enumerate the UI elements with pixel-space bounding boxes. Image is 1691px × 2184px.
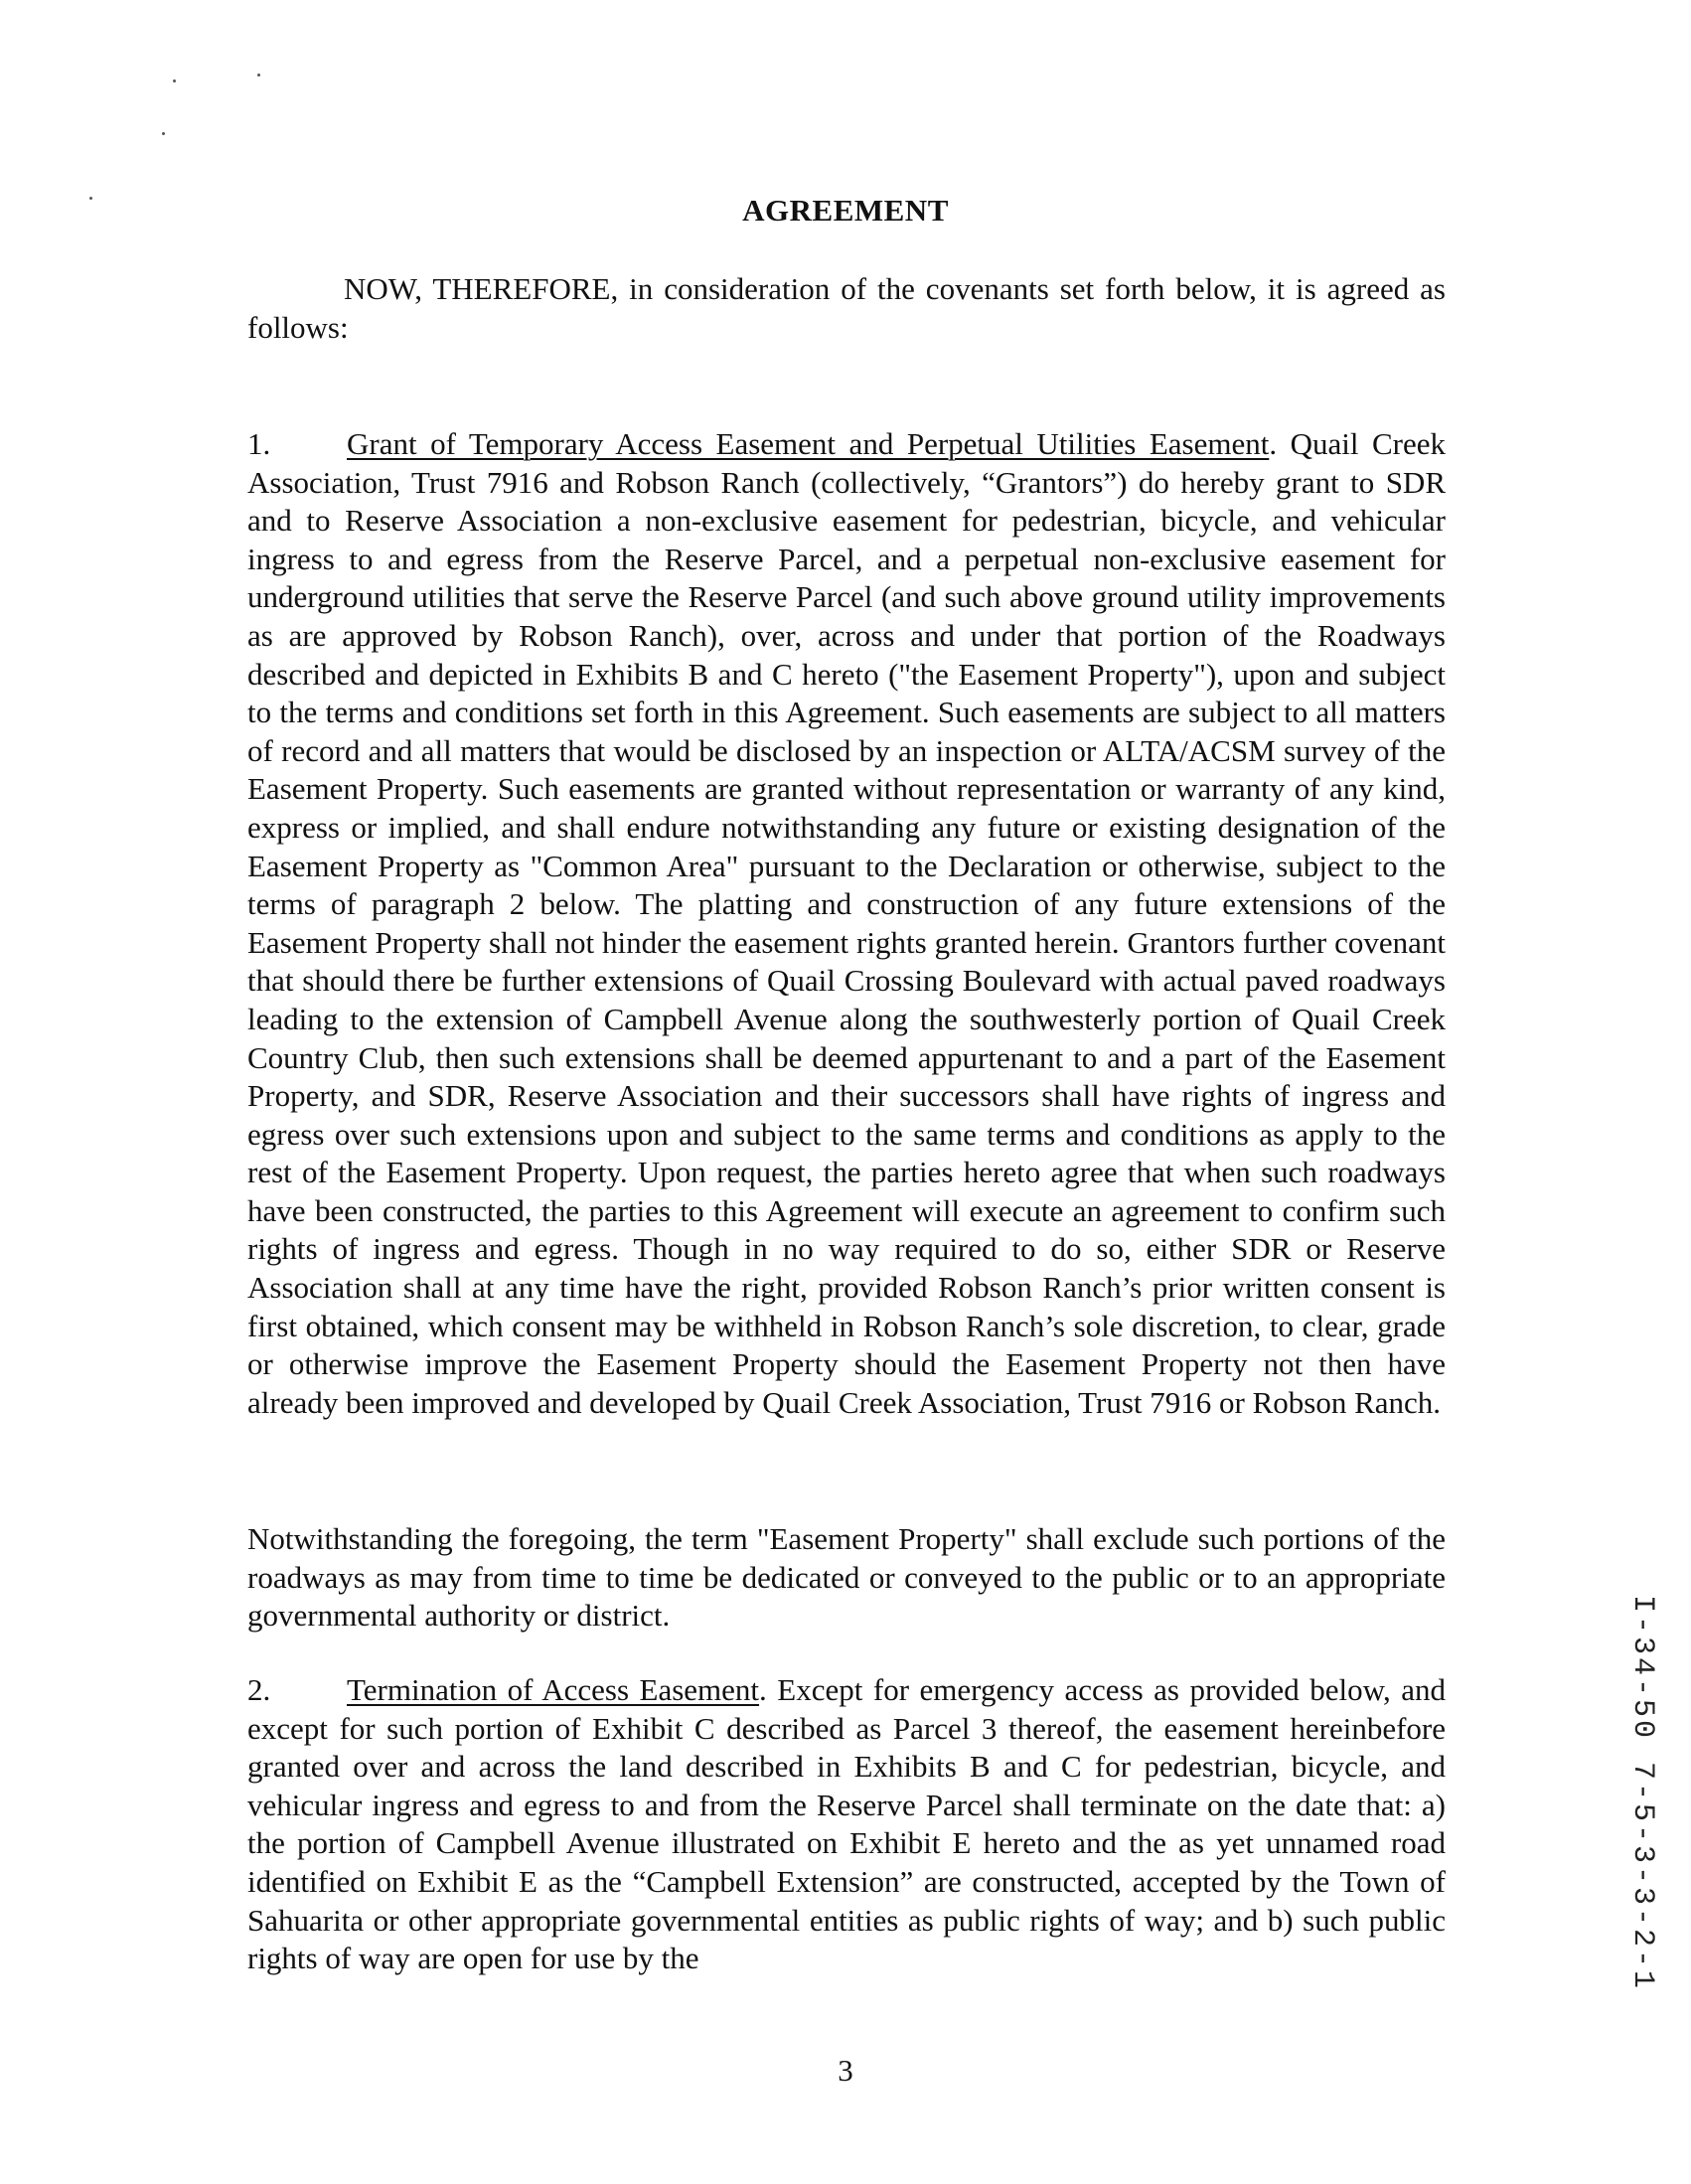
page-number: 3 [838, 2053, 853, 2088]
section-1-heading: Grant of Temporary Access Easement and Perpetual Utilities Easement [347, 426, 1270, 461]
section-1-paragraph [247, 425, 1446, 1422]
section-2-heading-end: . [759, 1672, 767, 1707]
section-1-heading-end: . [1269, 426, 1278, 461]
recording-stamp: I-34-50 7-5-3-3-2-1 [1625, 1595, 1659, 1992]
section-2-number: 2. [247, 1672, 271, 1707]
section-1-number: 1. [247, 426, 271, 461]
section-2-body: Except for emergency access as provided below, and except for such portion of Exhibit C described as Parcel 3 thereof, the easement hereinbefore granted over and across the land described in Exhibits B and C for pedestrian, bicycle, and vehicular ingress and egress to and from the Reserve Parcel shall terminate on the date that: a) the portion of Campbell Avenue illustrated on Exhibit E hereto and the as yet unnamed road identified on Exhibit E as the “Campbell Extension” are constructed, accepted by the Town of Sahuarita or other appropriate governmental entities as public rights of way; and b) such public rights of way are open for use by the [247, 1672, 1446, 1976]
scan-speck [257, 74, 260, 77]
scan-speck [162, 132, 165, 135]
document-title: AGREEMENT [742, 193, 949, 228]
section-2-paragraph [247, 1671, 1446, 1978]
intro-paragraph: NOW, THEREFORE, in consideration of the covenants set forth below, it is agreed as follows: [247, 271, 1446, 345]
notwithstanding-paragraph: Notwithstanding the foregoing, the term "Easement Property" shall exclude such portions of the roadways as may from time to time be dedicated or conveyed to the public or to an appropriate governmental authority or district. [247, 1521, 1446, 1634]
section-2-heading: Termination of Access Easement [347, 1672, 760, 1707]
section-1-body: Quail Creek Association, Trust 7916 and Robson Ranch (collectively, “Grantors”) do hereby grant to SDR and to Reserve Association a non-exclusive easement for pedestrian, bicycle, and vehicular ingress to and egress from the Reserve Parcel, and a perpetual non-exclusive easement for underground utilities that serve the Reserve Parcel (and such above ground utility improvements as are approved by Robson Ranch), over, across and under that portion of the Roadways described and depicted in Exhibits B and C hereto ("the Easement Property"), upon and subject to the terms and conditions set forth in this Agreement. Such easements are subject to all matters of record and all matters that would be disclosed by an inspection or ALTA/ACSM survey of the Easement Property. Such easements are granted without representation or warranty of any kind, express or implied, and shall endure notwithstanding any future or existing designation of the Easement Property as "Common Area" pursuant to the Declaration or otherwise, subject to the terms of paragraph 2 below. The platting and construction of any future extensions of the Easement Property shall not hinder the easement rights granted herein. Grantors further covenant that should there be further extensions of Quail Crossing Boulevard with actual paved roadways leading to the extension of Campbell Avenue along the southwesterly portion of Quail Creek Country Club, then such extensions shall be deemed appurtenant to and a part of the Easement Property, and SDR, Reserve Association and their successors shall have rights of ingress and egress over such extensions upon and subject to the same terms and conditions as apply to the rest of the Easement Property. Upon request, the parties hereto agree that when such roadways have been constructed, the parties to this Agreement will execute an agreement to confirm such rights of ingress and egress. Though in no way required to do so, either SDR or Reserve Association shall at any time have the right, provided Robson Ranch’s prior written consent is first obtained, which consent may be withheld in Robson Ranch’s sole discretion, to clear, grade or otherwise improve the Easement Property should the Easement Property not then have already been improved and developed by Quail Creek Association, Trust 7916 or Robson Ranch. [247, 426, 1446, 1420]
scan-speck [173, 79, 176, 82]
